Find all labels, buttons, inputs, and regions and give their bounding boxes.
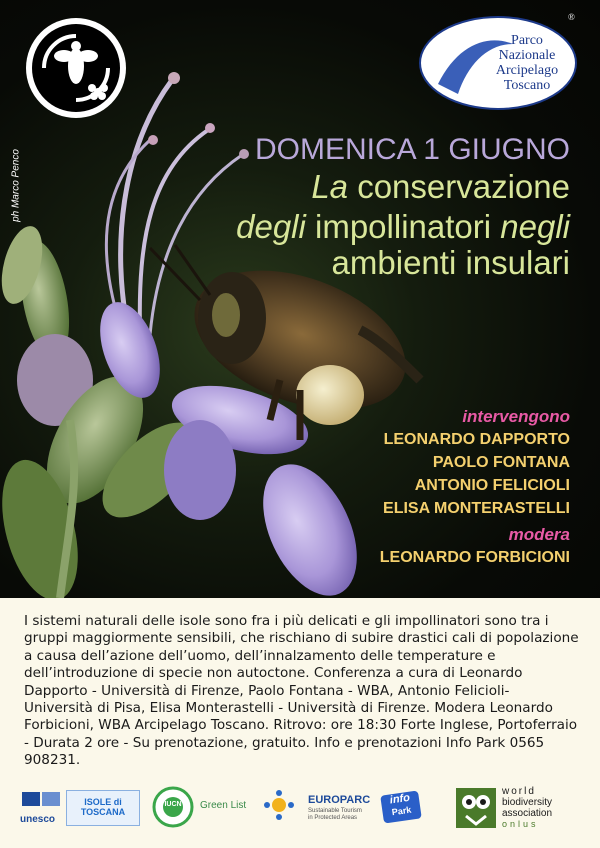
title-line-2-italic: degli (236, 208, 306, 245)
park-logo-line-4: Toscano (503, 78, 551, 93)
europarc-label: EUROPARC (308, 794, 371, 806)
event-description: I sistemi naturali delle isole sono fra i più delicati e gli impollinatori sono tra i gruppi maggiormente sensibili, che rischiano di subire drastici cali di popolazione a causa dell’azione dell’uomo, dell’innalzamento delle temperature e dell’introduzione di specie non autoctone. Conferenza a cura di Leonardo Dapporto - Università di Firenze, Paolo Fontana - WBA, Antonio Felicioli- Università di Pisa, Elisa Monterastelli - Università di Firenze. Modera Leonardo Forbicioni, WBA Arcipelago Toscano. Ritrovo: ore 18:30 Forte Inglese, Portoferraio - Durata 2 ore - Su prenotazione, gratuito. Info e prenotazioni Info Park 0565 908231. (24, 613, 579, 769)
wba-logo (456, 786, 586, 830)
title-line-1-text: conservazione (348, 168, 570, 205)
europarc-sub-1: Sustainable Tourism (308, 808, 362, 814)
title-line-2 (236, 208, 570, 246)
wba-line-2: biodiversity (502, 797, 553, 808)
title-line-1 (311, 168, 570, 206)
registered-mark: ® (568, 12, 575, 22)
speaker-name: ELISA MONTERASTELLI (383, 500, 570, 517)
iucn-logo (152, 786, 194, 828)
photo-credit: ph Marco Penco (10, 149, 22, 222)
pollinator-logo (24, 16, 128, 120)
unesco-label: unesco (20, 814, 56, 825)
info-label: info (389, 791, 411, 807)
speaker-name: ANTONIO FELICIOLI (414, 477, 570, 494)
title-line-3 (332, 244, 570, 282)
europarc-logo (264, 786, 371, 828)
park-logo-line-3: Arcipelago (495, 63, 559, 78)
wba-line-3: association (502, 808, 553, 819)
title-line-1-italic: La (311, 168, 349, 205)
speaker-name: PAOLO FONTANA (432, 454, 570, 471)
moderator-label: modera (508, 525, 570, 544)
speakers-label: intervengono (462, 407, 570, 426)
park-logo (418, 14, 578, 112)
park-logo-line-1: Parco (511, 33, 543, 48)
isole-label-1: ISOLE di (84, 797, 122, 807)
isole-toscana-logo (66, 790, 140, 826)
unesco-logo (20, 790, 64, 824)
event-date: DOMENICA 1 GIUGNO (254, 133, 570, 166)
greenlist-label: Green List (200, 800, 247, 811)
moderator-name: LEONARDO FORBICIONI (379, 549, 570, 566)
isole-label-2: TOSCANA (80, 807, 126, 817)
title-line-3-text: ambienti insulari (331, 244, 570, 281)
title-line-2-italic-end: negli (500, 208, 570, 245)
wba-line-1: world (502, 786, 536, 797)
europarc-sub-2: in Protected Areas (308, 815, 358, 821)
wba-line-4: onlus (502, 819, 539, 829)
info-park-logo (380, 790, 422, 823)
iucn-label: IUCN (164, 801, 182, 808)
title-line-2-text: impollinatori (305, 208, 501, 245)
park-label: Park (391, 804, 412, 818)
speaker-name: LEONARDO DAPPORTO (383, 431, 570, 448)
park-logo-line-2: Nazionale (498, 48, 556, 63)
